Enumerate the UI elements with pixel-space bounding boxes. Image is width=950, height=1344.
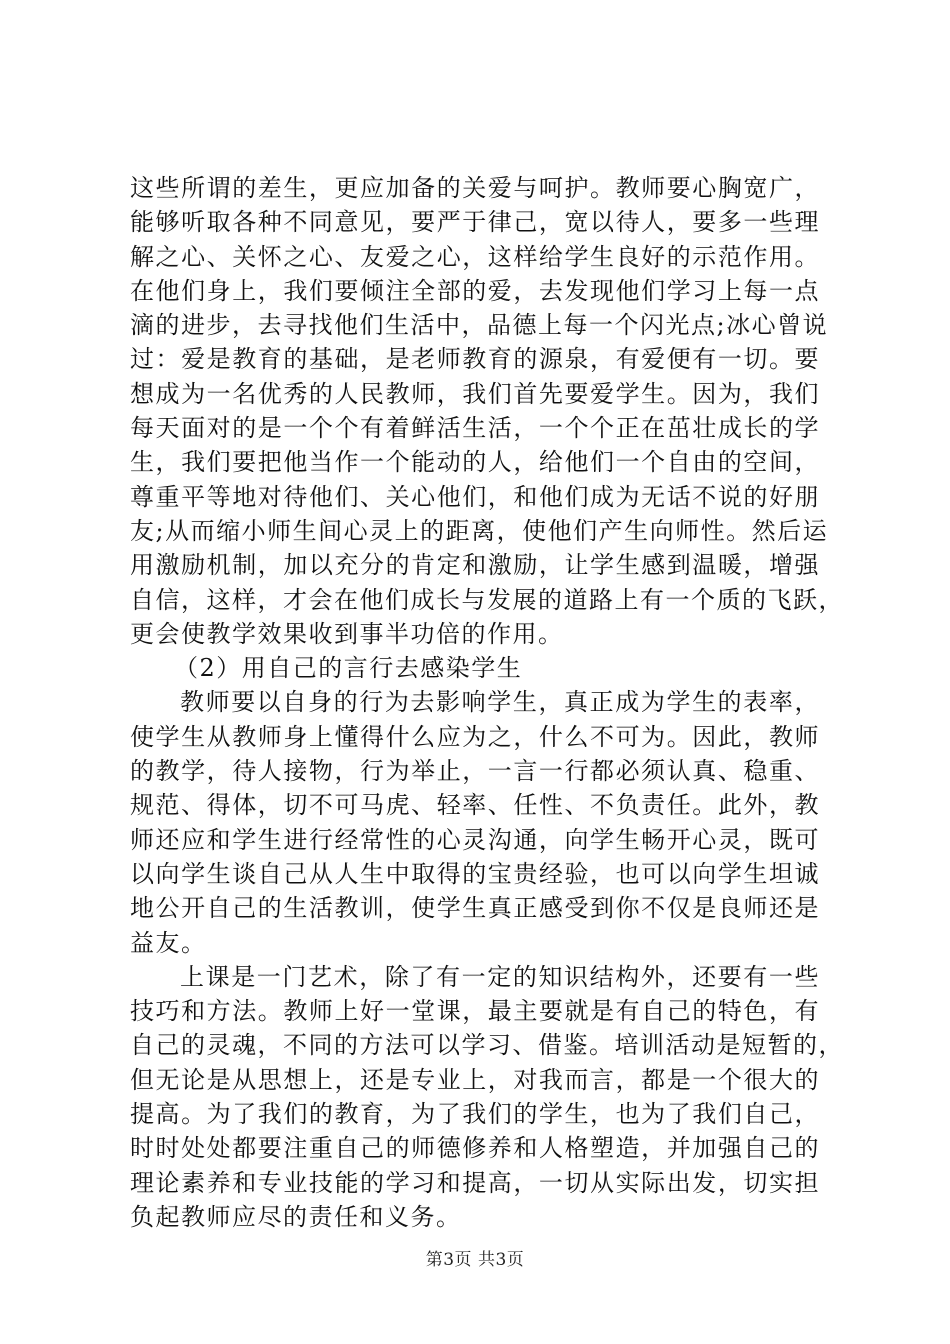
text-line: 滴的进步，去寻找他们生活中，品德上每一个闪光点;冰心曾说 [130,311,829,340]
text-line: 规范、得体，切不可马虎、轻率、任性、不负责任。此外，教 [130,791,820,820]
document-body [130,171,844,1234]
text-line: 能够听取各种不同意见，要严于律己，宽以待人，要多一些理 [130,208,820,237]
text-line: 自信，这样，才会在他们成长与发展的道路上有一个质的飞跃， [130,585,844,614]
text-line: 自己的灵魂，不同的方法可以学习、借鉴。培训活动是短暂的， [130,1031,844,1060]
text-line: 更会使教学效果收到事半功倍的作用。 [130,619,564,648]
text-line: 用激励机制，加以充分的肯定和激励，让学生感到温暖，增强 [130,551,820,580]
page-footer: 第3页 共3页 [425,1250,525,1270]
text-line: 技巧和方法。教师上好一堂课，最主要就是有自己的特色，有 [130,997,820,1026]
text-line: 负起教师应尽的责任和义务。 [130,1202,462,1231]
text-line: 时时处处都要注重自己的师德修养和人格塑造，并加强自己的 [130,1134,820,1163]
text-line: 师还应和学生进行经常性的心灵沟通，向学生畅开心灵，既可 [130,825,820,854]
text-line: 的教学，待人接物，行为举止，一言一行都必须认真、稳重、 [130,757,820,786]
text-line: 想成为一名优秀的人民教师，我们首先要爱学生。因为，我们 [130,379,820,408]
text-line: 生，我们要把他当作一个能动的人，给他们一个自由的空间， [130,448,820,477]
text-line: 在他们身上，我们要倾注全部的爱，去发现他们学习上每一点 [130,276,820,305]
text-line: 提高。为了我们的教育，为了我们的学生，也为了我们自己， [130,1100,820,1129]
text-line: 益友。 [130,928,207,957]
text-line: 解之心、关怀之心、友爱之心，这样给学生良好的示范作用。 [130,242,820,271]
text-line: 尊重平等地对待他们、关心他们，和他们成为无话不说的好朋 [130,482,820,511]
text-line: 过：爱是教育的基础，是老师教育的源泉，有爱便有一切。要 [130,345,820,374]
text-line: 这些所谓的差生，更应加备的关爱与呵护。教师要心胸宽广， [130,174,820,202]
text-line: 理论素养和专业技能的学习和提高，一切从实际出发，切实担 [130,1168,820,1197]
text-line: 友;从而缩小师生间心灵上的距离，使他们产生向师性。然后运 [130,516,829,545]
section-heading: （2）用自己的言行去感染学生 [174,654,523,683]
text-line: 使学生从教师身上懂得什么应为之，什么不可为。因此，教师 [130,722,820,751]
text-line: 每天面对的是一个个有着鲜活生活，一个个正在茁壮成长的学 [130,414,820,443]
text-line: 地公开自己的生活教训，使学生真正感受到你不仅是良师还是 [130,894,820,923]
text-line: 以向学生谈自己从人生中取得的宝贵经验，也可以向学生坦诚 [130,859,820,888]
text-line: 上课是一门艺术，除了有一定的知识结构外，还要有一些 [180,962,820,991]
text-line: 教师要以自身的行为去影响学生，真正成为学生的表率， [180,688,820,717]
text-line: 但无论是从思想上，还是专业上，对我而言，都是一个很大的 [130,1065,820,1094]
